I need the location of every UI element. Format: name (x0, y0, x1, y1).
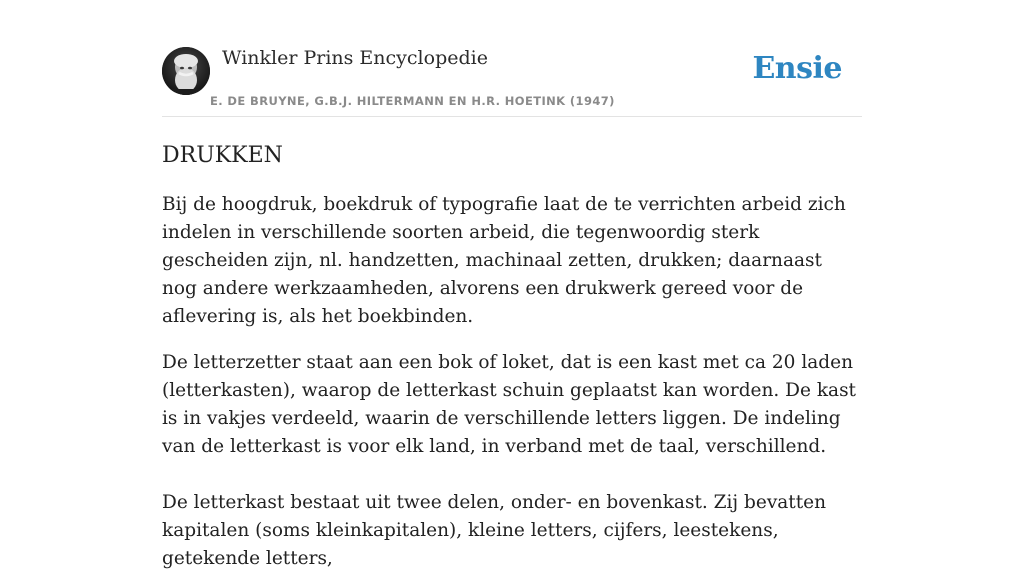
portrait-avatar-icon[interactable] (162, 47, 210, 95)
paragraph-2: De letterzetter staat aan een bok of loket, dat is een kast met ca 20 laden (letterkasten), waarop de letterkast schuin geplaatst kan worden. De kast is in vakjes verdeeld, waarin de verschillende letters liggen. De indeling van de letterkast is voor elk land, in verband met de taal, verschillend. (162, 352, 856, 457)
entry-title: DRUKKEN (162, 143, 283, 168)
authors-byline: E. DE BRUYNE, G.B.J. HILTERMANN EN H.R. HOETINK (1947) (210, 94, 615, 108)
header (162, 46, 862, 117)
page (162, 46, 862, 573)
site-title[interactable]: Winkler Prins Encyclopedie (222, 47, 488, 69)
paragraph-1: Bij de hoogdruk, boekdruk of typografie laat de te verrichten arbeid zich indelen in verschillende soorten arbeid, die tegenwoordig sterk gescheiden zijn, nl. handzetten, machinaal zetten, drukken; daarnaast nog andere werkzaamheden, alvorens een drukwerk gereed voor de aflevering is, als het boekbinden. (162, 194, 846, 327)
paragraph-3: De letterkast bestaat uit twee delen, onder- en bovenkast. Zij bevatten kapitalen (soms kleinkapitalen), kleine letters, cijfers, leestekens, getekende letters, (162, 492, 827, 569)
ensie-logo[interactable]: Ensie (752, 51, 842, 86)
